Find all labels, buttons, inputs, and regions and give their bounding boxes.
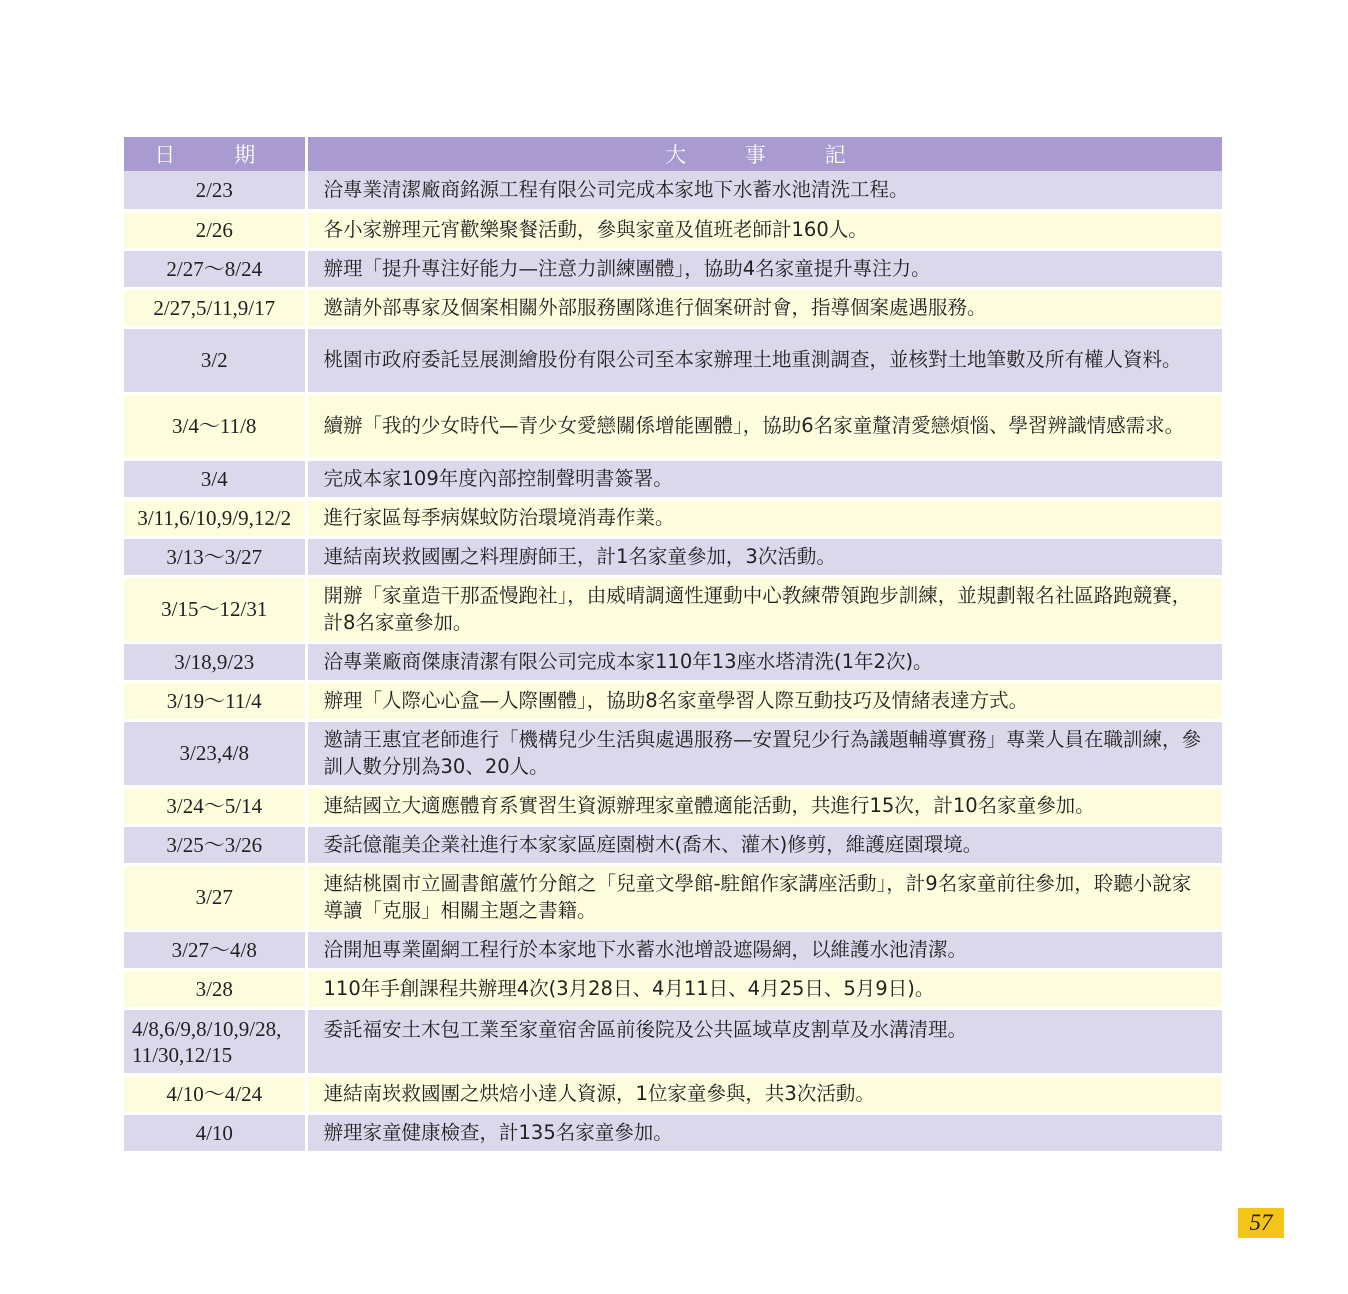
event-column-header: 大 事 記 [306,137,1222,171]
event-description: 續辦「我的少女時代—青少女愛戀關係增能團體」，協助6名家童釐清愛戀煩惱、學習辨識情感需求。 [306,393,1222,459]
table-header-row [124,137,1222,171]
event-date: 3/25～3/26 [124,825,306,864]
event-date: 2/26 [124,210,306,249]
event-date: 3/11,6/10,9/9,12/2 [124,498,306,537]
event-date: 2/23 [124,171,306,210]
date-column-header: 日 期 [124,137,306,171]
table-row [124,1008,1222,1074]
event-date: 3/13～3/27 [124,537,306,576]
event-description: 連結國立大適應體育系實習生資源辦理家童體適能活動，共進行15次，計10名家童參加。 [306,786,1222,825]
event-description: 邀請王惠宜老師進行「機構兒少生活與處遇服務—安置兒少行為議題輔導實務」專業人員在職訓練，參訓人數分別為30、20人。 [306,720,1222,786]
event-description: 辦理家童健康檢查，計135名家童參加。 [306,1113,1222,1152]
table-row [124,930,1222,969]
table-row [124,171,1222,210]
event-description: 委託億龍美企業社進行本家家區庭園樹木(喬木、灌木)修剪，維護庭園環境。 [306,825,1222,864]
event-description: 委託福安土木包工業至家童宿舍區前後院及公共區域草皮割草及水溝清理。 [306,1008,1222,1074]
event-description: 連結桃園市立圖書館蘆竹分館之「兒童文學館-駐館作家講座活動」，計9名家童前往參加，聆聽小說家導讀「克服」相關主題之書籍。 [306,864,1222,930]
table-row [124,576,1222,642]
table-row [124,1074,1222,1113]
table-row [124,210,1222,249]
event-description: 辦理「人際心心盒—人際團體」，協助8名家童學習人際互動技巧及情緒表達方式。 [306,681,1222,720]
table-row [124,327,1222,393]
event-description: 開辦「家童造干那盃慢跑社」，由威晴調適性運動中心教練帶領跑步訓練，並規劃報名社區路跑競賽，計8名家童參加。 [306,576,1222,642]
event-description: 洽專業廠商傑康清潔有限公司完成本家110年13座水塔清洗(1年2次)。 [306,642,1222,681]
table-row [124,786,1222,825]
event-description: 洽專業清潔廠商銘源工程有限公司完成本家地下水蓄水池清洗工程。 [306,171,1222,210]
event-description: 110年手創課程共辦理4次(3月28日、4月11日、4月25日、5月9日)。 [306,969,1222,1008]
event-date: 2/27,5/11,9/17 [124,288,306,327]
table-row [124,864,1222,930]
event-description: 辦理「提升專注好能力—注意力訓練團體」，協助4名家童提升專注力。 [306,249,1222,288]
event-date: 3/2 [124,327,306,393]
event-date: 3/28 [124,969,306,1008]
table-row [124,537,1222,576]
table-row [124,969,1222,1008]
event-date: 3/19～11/4 [124,681,306,720]
event-date: 4/10～4/24 [124,1074,306,1113]
event-description: 完成本家109年度內部控制聲明書簽署。 [306,459,1222,498]
event-description: 各小家辦理元宵歡樂聚餐活動，參與家童及值班老師計160人。 [306,210,1222,249]
event-date: 3/23,4/8 [124,720,306,786]
page-number: 57 [1238,1208,1284,1238]
event-date: 3/15～12/31 [124,576,306,642]
event-description: 洽開旭專業圍網工程行於本家地下水蓄水池增設遮陽網，以維護水池清潔。 [306,930,1222,969]
table-row [124,498,1222,537]
events-table [124,137,1222,1154]
event-date: 2/27～8/24 [124,249,306,288]
event-description: 邀請外部專家及個案相關外部服務團隊進行個案研討會，指導個案處遇服務。 [306,288,1222,327]
event-description: 進行家區每季病媒蚊防治環境消毒作業。 [306,498,1222,537]
event-date: 3/24～5/14 [124,786,306,825]
event-date: 3/4 [124,459,306,498]
table-row [124,459,1222,498]
event-date: 3/27 [124,864,306,930]
table-row [124,249,1222,288]
table-row [124,1113,1222,1152]
event-description: 連結南崁救國團之烘焙小達人資源，1位家童參與，共3次活動。 [306,1074,1222,1113]
table-row [124,288,1222,327]
table-row [124,720,1222,786]
event-date: 3/4～11/8 [124,393,306,459]
table-row [124,825,1222,864]
event-date: 3/27～4/8 [124,930,306,969]
event-date: 4/10 [124,1113,306,1152]
event-description: 桃園市政府委託昱展測繪股份有限公司至本家辦理土地重測調查，並核對土地筆數及所有權人資料。 [306,327,1222,393]
table-row [124,393,1222,459]
event-date: 3/18,9/23 [124,642,306,681]
table-row [124,642,1222,681]
event-date: 4/8,6/9,8/10,9/28, 11/30,12/15 [124,1008,306,1074]
event-description: 連結南崁救國團之料理廚師王，計1名家童參加，3次活動。 [306,537,1222,576]
table-row [124,681,1222,720]
